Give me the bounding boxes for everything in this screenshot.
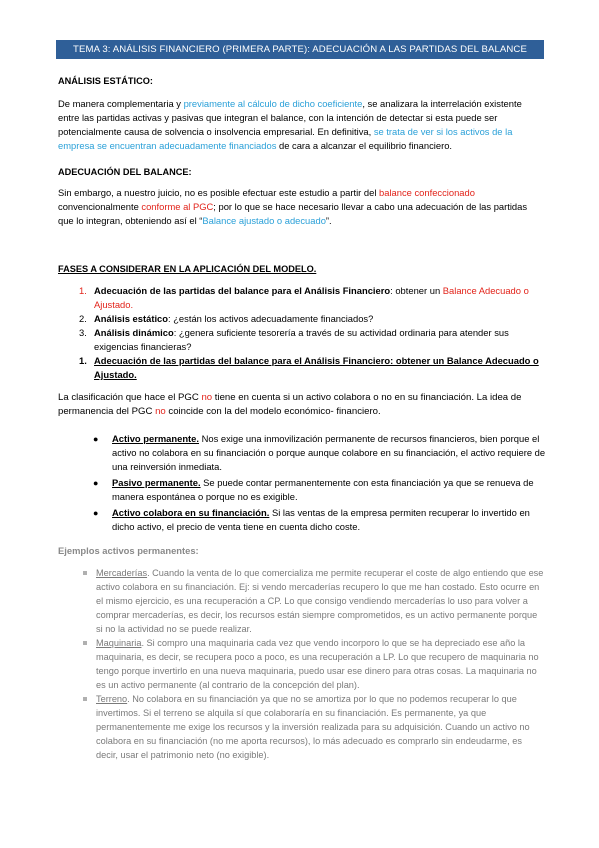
list-number: 3.	[79, 327, 87, 338]
item-text: : obtener un	[390, 285, 443, 296]
list-item	[58, 506, 546, 534]
heading-analisis-estatico: ANÁLISIS ESTÁTICO:	[58, 76, 153, 86]
list-number: 2.	[79, 313, 87, 324]
bullet-square-icon	[83, 641, 87, 645]
text-run: de cara a alcanzar el equilibrio financiero.	[276, 140, 453, 151]
bullet-dot-icon: ●	[93, 508, 99, 518]
text-run: Sin embargo, a nuestro juicio, no es posible efectuar este estudio a partir del	[58, 187, 380, 198]
text-run: coincide con la del modelo económico- financiero.	[165, 406, 381, 417]
highlight-cyan: previamente al cálculo de dicho coeficiente	[183, 98, 363, 109]
list-item	[58, 636, 546, 692]
text-run: ; por lo que se hace necesario llevar a cabo una adecuación de las partidas que lo integran, obteniendo así el “	[58, 201, 528, 226]
item-term: Activo permanente.	[112, 433, 200, 444]
fases-list	[58, 284, 548, 382]
item-text: Se puede contar permanentemente con esta financiación ya que se renueva de manera espontánea o porque no es exigible.	[112, 477, 534, 502]
list-item	[58, 326, 548, 354]
item-term: Mercaderías	[96, 568, 148, 578]
highlight-cyan: Balance ajustado o adecuado	[202, 215, 326, 226]
item-term: Análisis dinámico	[94, 327, 174, 338]
concept-bullets	[58, 432, 546, 536]
list-item	[58, 432, 546, 474]
topic-banner: TEMA 3: ANÁLISIS FINANCIERO (PRIMERA PARTE): ADECUACIÓN A LAS PARTIDAS DEL BALANCE	[56, 40, 544, 59]
highlight-red: conforme al PGC	[141, 201, 214, 212]
highlight-red: no	[201, 392, 213, 403]
item-text: : ¿genera suficiente tesorería a través de su actividad ordinaria para atender sus exigencias financieras?	[94, 327, 509, 352]
list-item	[58, 692, 546, 762]
bullet-dot-icon: ●	[93, 478, 99, 488]
heading-fases: FASES A CONSIDERAR EN LA APLICACIÓN DEL MODELO.	[58, 264, 317, 274]
item-term: Pasivo permanente.	[112, 477, 201, 488]
list-item	[58, 312, 548, 326]
item-term: Activo colabora en su financiación.	[112, 507, 270, 518]
examples-list	[58, 566, 546, 762]
highlight-red: balance confeccionado	[379, 187, 475, 198]
paragraph-estatico	[58, 97, 544, 153]
text-run: ”.	[325, 215, 332, 226]
heading-adecuacion-balance: ADECUACIÓN DEL BALANCE:	[58, 167, 192, 177]
bullet-square-icon	[83, 571, 87, 575]
text-run: convencionalmente	[58, 201, 142, 212]
list-item	[58, 476, 546, 504]
highlight-red: no	[155, 406, 166, 417]
item-text: Nos exige una inmovilización permanente de recursos financieros, bien porque el activo no colabora en su financiación o porque aunque colabore en su financiación, el activo requiere de una reinversión inmediata.	[112, 433, 546, 472]
item-term: Terreno	[96, 694, 128, 704]
text-run: tiene en cuenta si un activo colabora o no en su financiación. La idea de permanencia del PGC	[58, 392, 522, 417]
list-item	[58, 284, 548, 312]
item-text: : ¿están los activos adecuadamente financiados?	[168, 313, 374, 324]
item-term: Adecuación de las partidas del balance para el Análisis Financiero: obtener un Balance Adecuado o Ajustado.	[94, 355, 539, 380]
item-term: Análisis estático	[94, 313, 168, 324]
item-term: Maquinaria	[96, 638, 142, 648]
bullet-square-icon	[83, 697, 87, 701]
heading-ejemplos: Ejemplos activos permanentes:	[58, 545, 199, 556]
list-item	[58, 566, 546, 636]
item-term: Adecuación de las partidas del balance para el Análisis Financiero	[94, 285, 391, 296]
list-number: 1.	[79, 285, 87, 296]
text-run: La clasificación que hace el PGC	[58, 392, 202, 403]
text-run: , se analizara la interrelación existente entre las partidas activas y pasivas que integran el balance, con la intención de detectar si esta puede ser potencialmente causa de solvencia o insolvencia empresarial. En definitiva,	[58, 98, 522, 137]
text-run: De manera complementaria y	[58, 98, 184, 109]
highlight-cyan: se trata de ver si los activos de la empresa se encuentran adecuadamente financiados	[58, 126, 513, 151]
highlight-red: Balance Adecuado o Ajustado.	[94, 285, 529, 310]
paragraph-clasificacion	[58, 391, 546, 419]
item-text: . No colabora en su financiación ya que no se amortiza por lo que no podemos recuperar lo que invertimos. Si el terreno se alquila sí que colaboraría en su financiación. Es permanente, ya que permanentemente me exige los recursos y la inversión realizada para su adquisición. Cuando un activo no colabora en su financiación (no me aporta recursos), lo más adecuado es comprarlo sin endeudarme, es decir, usar el patrimonio neto (no exigible).	[96, 694, 530, 760]
paragraph-adecuacion	[58, 186, 542, 228]
item-text: . Si compro una maquinaria cada vez que vendo incorporo lo que se ha depreciado ese año la maquinaria, es decir, se recupera poco a poco, es una recuperación a LP. Lo que recupero de maquinaria no tengo porque invertirlo en una nueva maquinaria, puedo usar ese dinero para otras cosas. La maquinaria no es un activo permanente (al contrario de la concepción del plan).	[96, 638, 539, 690]
item-text: Si las ventas de la empresa permiten recuperar lo invertido en dicho activo, el precio de venta tiene en cuenta dicho coste.	[112, 507, 530, 532]
bullet-dot-icon: ●	[93, 434, 99, 444]
item-text: . Cuando la venta de lo que comercializa me permite recuperar el coste de algo entiendo que ese activo colabora en su financiación. Ej: si vendo mercaderías recupero lo que me han costado. Esto ocurre en el mismo ejercicio, es una recuperación a CP. Lo que consigo vendiendo mercaderías lo uso para volver a comprar mercaderías, es decir, los recursos están siempre comprometidos, es un activo permanente porque si no la actividad no se puede realizar.	[96, 568, 544, 634]
list-number: 1.	[79, 355, 87, 366]
list-item	[58, 354, 548, 382]
